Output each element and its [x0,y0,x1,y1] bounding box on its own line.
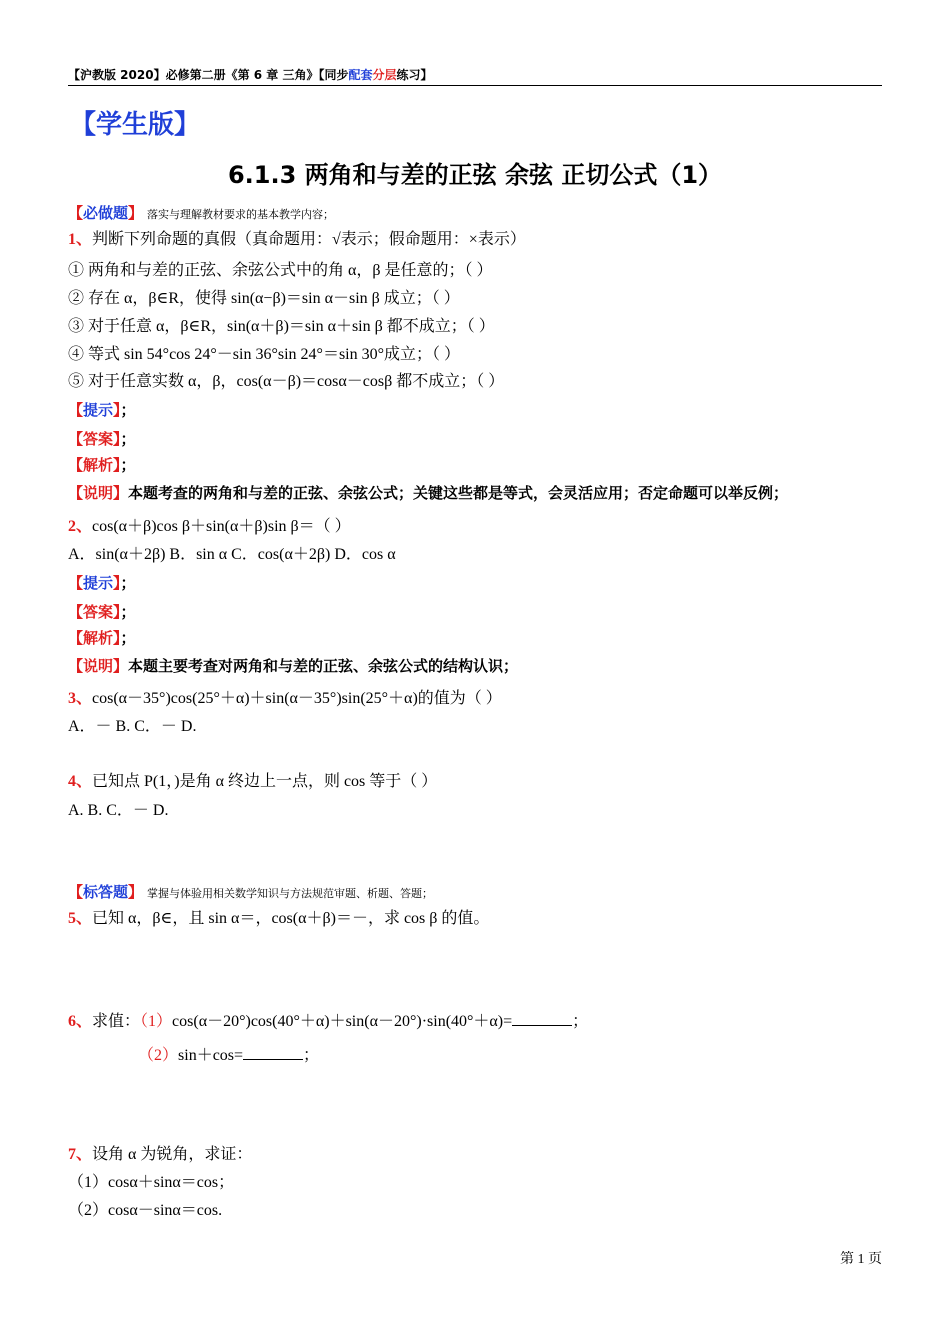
q1-stem-text: 判断下列命题的真假（真命题用：√表示；假命题用：×表示） [92,231,526,248]
q4-stem: 4、已知点 P(1，)是角 α 终边上一点，则 cos 等于（ ） [68,773,438,790]
q2-explain: 【说明】本题主要考查对两角和与差的正弦、余弦公式的结构认识； [68,657,519,675]
section-std-note: 掌握与体验用相关数学知识与方法规范审题、析题、答题； [147,887,434,900]
q2-hint: 【提示】； [68,574,136,592]
q2-answer: 【答案】； [68,603,136,621]
q1-number: 1、 [68,231,93,248]
section-must: 【必做题】 落实与理解教材要求的基本教学内容； [68,204,335,222]
q2-stem: 2、cos(α＋β)cos β＋sin(α＋β)sin β＝（ ） [68,518,351,535]
q5-stem: 5、已知 α，β∈，且 sin α＝，cos(α＋β)＝－，求 cos β 的值。 [68,910,490,927]
page-number: 第 1 页 [840,1252,882,1267]
q7-item-2: （2）cosα－sinα＝cos. [68,1202,223,1219]
q1-item-5: ⑤ 对于任意实数 α，β，cos(α－β)＝cosα－cosβ 都不成立；（ ） [68,373,505,390]
page-title: 6.1.3 两角和与差的正弦 余弦 正切公式（1） [227,161,723,189]
q1-explain: 【说明】本题考查的两角和与差的正弦、余弦公式；关键这些都是等式，会灵活应用；否定命题可以举反例； [68,484,789,502]
q3-options: A．－ B. C．－ D. [68,718,197,735]
q1-item-1: ① 两角和与差的正弦、余弦公式中的角 α，β 是任意的；（ ） [68,262,493,279]
q2-options: A．sin(α＋2β) B．sin α C．cos(α＋2β) D．cos α [68,546,396,563]
header-text-4: 练习】 [396,68,433,82]
q3-stem: 3、cos(α－35°)cos(25°＋α)＋sin(α－35°)sin(25°＋α)的值为（ ） [68,690,502,707]
q2-analysis: 【解析】； [68,629,136,647]
section-must-note: 落实与理解教材要求的基本教学内容； [147,208,335,221]
q6-blank-1[interactable] [512,1024,572,1026]
q4-options: A. B. C．－ D. [68,802,169,819]
q7-item-1: （1）cosα＋sinα＝cos； [68,1174,235,1191]
header-text-2: 配套 [348,68,373,82]
header-text-1: 【沪教版 2020】必修第二册《第 6 章 三角》【同步 [68,68,349,82]
edition-label: 【学生版】 [70,110,201,140]
q1-stem [68,226,526,249]
q1-analysis: 【解析】； [68,456,136,474]
section-std-label: 标答题 [83,883,129,901]
q6-part1: 6、求值：（1）cos(α－20°)cos(40°＋α)＋sin(α－20°)·sin(40°＋α)= ； [68,1013,589,1030]
running-header [68,66,882,86]
q1-answer: 【答案】； [68,430,136,448]
q7-stem: 7、设角 α 为锐角，求证： [68,1146,253,1163]
q1-item-3: ③ 对于任意 α，β∈R，sin(α＋β)＝sin α＋sin β 都不成立；（ ） [68,318,495,335]
q1-item-4: ④ 等式 sin 54°cos 24°－sin 36°sin 24°＝sin 30°成立；（ ） [68,346,461,363]
q1-item-2: ② 存在 α，β∈R，使得 sin(α−β)＝sin α－sin β 成立；（ ） [68,290,460,307]
section-must-label: 必做题 [83,204,129,222]
q6-part2: （2）sin＋cos= ； [138,1047,320,1064]
header-text-3: 分层 [372,68,397,82]
q1-hint: 【提示】； [68,401,136,419]
section-std: 【标答题】 掌握与体验用相关数学知识与方法规范审题、析题、答题； [68,883,434,901]
q6-blank-2[interactable] [243,1058,303,1060]
